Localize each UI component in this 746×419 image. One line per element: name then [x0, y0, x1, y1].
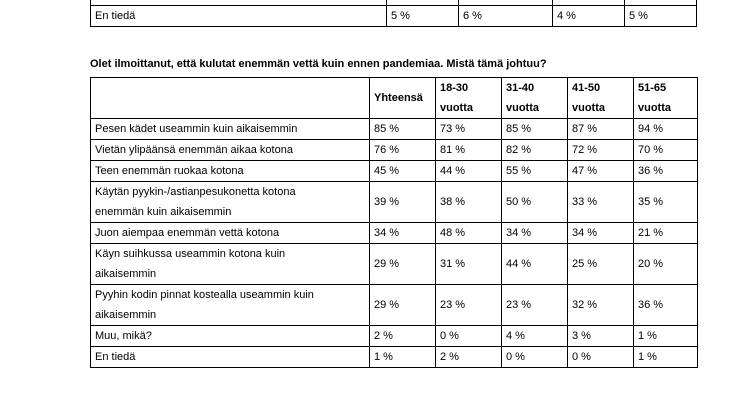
cell-value: 29 % — [370, 244, 436, 285]
row-label — [91, 347, 370, 368]
cell-value: 1 % — [634, 347, 698, 368]
row-label — [91, 119, 370, 140]
question-title: Olet ilmoittanut, että kulutat enemmän vettä kuin ennen pandemiaa. Mistä tämä johtuu? — [90, 58, 547, 70]
cell-value: 6 % — [459, 6, 553, 27]
row-label-line: Muu, mikä? — [95, 330, 152, 342]
cell-value: 0 % — [502, 347, 568, 368]
header-age-range: 31-40 — [506, 82, 535, 94]
cell-value: 72 % — [568, 140, 634, 161]
table-row — [91, 6, 697, 27]
cell-value: 0 % — [568, 347, 634, 368]
table-row — [91, 140, 698, 161]
header-age-group — [634, 78, 698, 119]
previous-results-table — [90, 0, 697, 27]
header-empty — [91, 78, 370, 119]
cell-value: 21 % — [634, 223, 698, 244]
cell-value: 55 % — [502, 161, 568, 182]
row-label-line: aikaisemmin — [95, 268, 157, 280]
cell-value: 44 % — [436, 161, 502, 182]
table-row — [91, 161, 698, 182]
cell-value: 94 % — [634, 119, 698, 140]
cell-value: 1 % — [634, 326, 698, 347]
cell-value: 23 % — [436, 285, 502, 326]
cell-value: 2 % — [370, 326, 436, 347]
cell-value: 5 % — [387, 6, 459, 27]
header-age-unit: vuotta — [572, 102, 605, 114]
row-label-line: Käyn suihkussa useammin kotona kuin — [95, 248, 286, 260]
cell-value: 31 % — [436, 244, 502, 285]
header-age-unit: vuotta — [506, 102, 539, 114]
header-age-range: 18-30 — [440, 82, 469, 94]
cell-value: 0 % — [436, 326, 502, 347]
cell-value: 20 % — [634, 244, 698, 285]
cell-value: 33 % — [568, 182, 634, 223]
cell-value: 39 % — [370, 182, 436, 223]
cell-value: 25 % — [568, 244, 634, 285]
row-label-line: En tiedä — [95, 351, 136, 363]
results-table — [90, 77, 698, 368]
row-label — [91, 182, 370, 223]
cell-value: 44 % — [502, 244, 568, 285]
cell-value: 35 % — [634, 182, 698, 223]
table-row — [91, 326, 698, 347]
cell-value: 4 % — [502, 326, 568, 347]
row-label — [91, 285, 370, 326]
cell-value: 85 % — [502, 119, 568, 140]
table-row — [91, 119, 698, 140]
header-age-range: 51-65 — [638, 82, 667, 94]
cell-value: 5 % — [625, 6, 697, 27]
cell-value: 70 % — [634, 140, 698, 161]
table-row — [91, 182, 698, 223]
row-label — [91, 140, 370, 161]
cell-value: 32 % — [568, 285, 634, 326]
cell-value: 87 % — [568, 119, 634, 140]
header-row — [91, 78, 698, 119]
row-label-line: aikaisemmin — [95, 309, 157, 321]
cell-value: 34 % — [502, 223, 568, 244]
cell-value: 36 % — [634, 161, 698, 182]
table-row — [91, 244, 698, 285]
row-label-line: Pyyhin kodin pinnat kostealla useammin kuin — [95, 289, 314, 301]
results-table-body — [91, 119, 698, 368]
cell-value: 3 % — [568, 326, 634, 347]
cell-value: 73 % — [436, 119, 502, 140]
cell-value: 34 % — [568, 223, 634, 244]
table-row — [91, 285, 698, 326]
row-label-line: Pesen kädet useammin kuin aikaisemmin — [95, 123, 298, 135]
row-label-line: Teen enemmän ruokaa kotona — [95, 165, 244, 177]
cell-value: 4 % — [553, 6, 625, 27]
row-label-line: Vietän ylipäänsä enemmän aikaa kotona — [95, 144, 293, 156]
cell-value: 2 % — [436, 347, 502, 368]
header-age-group — [568, 78, 634, 119]
cell-value: 34 % — [370, 223, 436, 244]
row-label — [91, 223, 370, 244]
cell-value: 45 % — [370, 161, 436, 182]
row-label — [91, 244, 370, 285]
row-label: En tiedä — [91, 6, 387, 27]
cell-value: 29 % — [370, 285, 436, 326]
header-age-unit: vuotta — [440, 102, 473, 114]
header-age-range: 41-50 — [572, 82, 601, 94]
header-age-group — [436, 78, 502, 119]
row-label-line: Käytän pyykin-/astianpesukonetta kotona — [95, 186, 296, 198]
row-label-line: enemmän kuin aikaisemmin — [95, 206, 232, 218]
row-label — [91, 161, 370, 182]
row-label — [91, 326, 370, 347]
header-age-unit: vuotta — [638, 102, 671, 114]
cell-value: 82 % — [502, 140, 568, 161]
cell-value: 1 % — [370, 347, 436, 368]
header-age-group — [502, 78, 568, 119]
cell-value: 36 % — [634, 285, 698, 326]
cell-value: 47 % — [568, 161, 634, 182]
cell-value: 81 % — [436, 140, 502, 161]
header-total: Yhteensä — [370, 78, 436, 119]
table-row — [91, 347, 698, 368]
table-row — [91, 223, 698, 244]
cell-value: 48 % — [436, 223, 502, 244]
cell-value: 38 % — [436, 182, 502, 223]
cell-value: 50 % — [502, 182, 568, 223]
row-label-line: Juon aiempaa enemmän vettä kotona — [95, 227, 280, 239]
cell-value: 76 % — [370, 140, 436, 161]
cell-value: 85 % — [370, 119, 436, 140]
cell-value: 23 % — [502, 285, 568, 326]
